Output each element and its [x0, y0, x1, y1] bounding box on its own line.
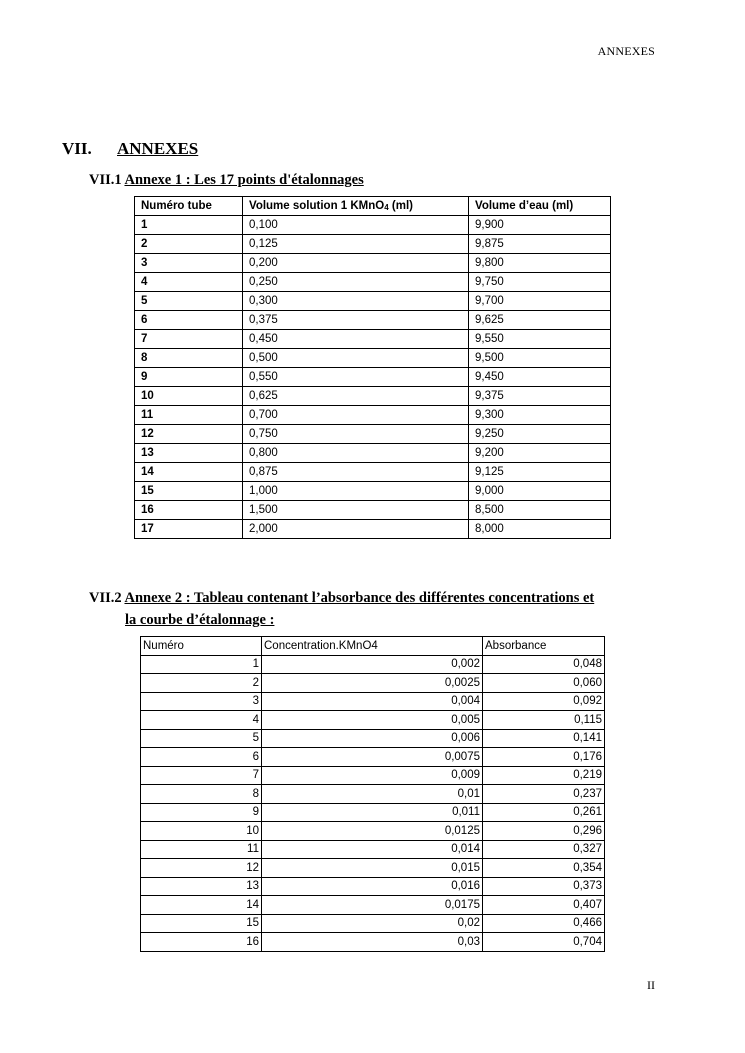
- cell-number: 3: [141, 692, 262, 711]
- cell-number: 13: [141, 877, 262, 896]
- table-row: [141, 748, 605, 767]
- cell-concentration: 0,016: [262, 877, 483, 896]
- table-row: [141, 766, 605, 785]
- table-row: [135, 520, 611, 539]
- annex2-heading: [89, 587, 664, 631]
- cell-concentration: 0,011: [262, 803, 483, 822]
- table-row: [141, 729, 605, 748]
- cell-water-volume: 9,800: [469, 254, 611, 273]
- table-row: [141, 822, 605, 841]
- cell-water-volume: 9,750: [469, 273, 611, 292]
- cell-water-volume: 9,875: [469, 235, 611, 254]
- annex2-number: VII.2: [89, 590, 122, 606]
- calibration-points-table: [134, 196, 611, 539]
- annex2-title-line2: la courbe d’étalonnage :: [125, 612, 275, 628]
- section-number: VII.: [62, 139, 92, 158]
- cell-kmno4-volume: 1,500: [243, 501, 469, 520]
- cell-concentration: 0,005: [262, 711, 483, 730]
- table-header-row: [135, 197, 611, 216]
- table-row: [135, 482, 611, 501]
- cell-number: 1: [141, 655, 262, 674]
- cell-absorbance: 0,704: [483, 933, 605, 952]
- cell-absorbance: 0,048: [483, 655, 605, 674]
- table-header-row: [141, 637, 605, 656]
- page-number: II: [647, 978, 655, 992]
- table-row: [141, 785, 605, 804]
- cell-tube-number: 7: [135, 330, 243, 349]
- cell-water-volume: 9,000: [469, 482, 611, 501]
- cell-concentration: 0,02: [262, 914, 483, 933]
- running-header: ANNEXES: [597, 44, 655, 58]
- cell-concentration: 0,0175: [262, 896, 483, 915]
- annex1-heading: [89, 169, 364, 191]
- cell-concentration: 0,004: [262, 692, 483, 711]
- cell-absorbance: 0,261: [483, 803, 605, 822]
- cell-absorbance: 0,296: [483, 822, 605, 841]
- cell-absorbance: 0,176: [483, 748, 605, 767]
- cell-absorbance: 0,237: [483, 785, 605, 804]
- cell-tube-number: 6: [135, 311, 243, 330]
- table-row: [135, 501, 611, 520]
- table-row: [135, 387, 611, 406]
- annex1-number: VII.1: [89, 172, 122, 188]
- cell-concentration: 0,002: [262, 655, 483, 674]
- table-row: [141, 859, 605, 878]
- cell-water-volume: 9,250: [469, 425, 611, 444]
- cell-number: 7: [141, 766, 262, 785]
- cell-number: 10: [141, 822, 262, 841]
- cell-number: 15: [141, 914, 262, 933]
- cell-water-volume: 8,000: [469, 520, 611, 539]
- cell-number: 2: [141, 674, 262, 693]
- table-row: [135, 235, 611, 254]
- cell-absorbance: 0,354: [483, 859, 605, 878]
- cell-kmno4-volume: 2,000: [243, 520, 469, 539]
- column-header-text: Volume solution 1 KMnO: [249, 200, 385, 212]
- column-header-tube-number: Numéro tube: [135, 197, 243, 216]
- cell-absorbance: 0,092: [483, 692, 605, 711]
- cell-absorbance: 0,407: [483, 896, 605, 915]
- cell-tube-number: 11: [135, 406, 243, 425]
- table-row: [141, 692, 605, 711]
- cell-number: 5: [141, 729, 262, 748]
- table-row: [135, 425, 611, 444]
- table-row: [135, 349, 611, 368]
- cell-kmno4-volume: 0,500: [243, 349, 469, 368]
- cell-tube-number: 16: [135, 501, 243, 520]
- cell-kmno4-volume: 0,250: [243, 273, 469, 292]
- column-header-unit: (ml): [388, 200, 413, 212]
- cell-tube-number: 8: [135, 349, 243, 368]
- cell-water-volume: 9,125: [469, 463, 611, 482]
- cell-tube-number: 3: [135, 254, 243, 273]
- table-row: [141, 711, 605, 730]
- table-row: [141, 877, 605, 896]
- column-header-number: Numéro: [141, 637, 262, 656]
- cell-number: 12: [141, 859, 262, 878]
- table-row: [135, 330, 611, 349]
- table-row: [141, 674, 605, 693]
- table-row: [141, 896, 605, 915]
- cell-absorbance: 0,115: [483, 711, 605, 730]
- table-row: [135, 273, 611, 292]
- cell-kmno4-volume: 0,125: [243, 235, 469, 254]
- cell-absorbance: 0,466: [483, 914, 605, 933]
- table-row: [141, 933, 605, 952]
- cell-tube-number: 2: [135, 235, 243, 254]
- cell-kmno4-volume: 0,100: [243, 216, 469, 235]
- cell-tube-number: 5: [135, 292, 243, 311]
- cell-water-volume: 9,300: [469, 406, 611, 425]
- cell-water-volume: 9,700: [469, 292, 611, 311]
- cell-kmno4-volume: 0,200: [243, 254, 469, 273]
- cell-concentration: 0,0075: [262, 748, 483, 767]
- cell-tube-number: 17: [135, 520, 243, 539]
- cell-absorbance: 0,060: [483, 674, 605, 693]
- cell-kmno4-volume: 0,300: [243, 292, 469, 311]
- table-row: [135, 368, 611, 387]
- cell-concentration: 0,0125: [262, 822, 483, 841]
- cell-tube-number: 15: [135, 482, 243, 501]
- cell-absorbance: 0,219: [483, 766, 605, 785]
- cell-tube-number: 1: [135, 216, 243, 235]
- cell-number: 9: [141, 803, 262, 822]
- cell-absorbance: 0,141: [483, 729, 605, 748]
- cell-concentration: 0,015: [262, 859, 483, 878]
- cell-kmno4-volume: 0,875: [243, 463, 469, 482]
- cell-concentration: 0,014: [262, 840, 483, 859]
- cell-tube-number: 12: [135, 425, 243, 444]
- table-row: [141, 655, 605, 674]
- cell-water-volume: 9,200: [469, 444, 611, 463]
- table-row: [135, 311, 611, 330]
- section-heading: [62, 139, 198, 159]
- column-header-absorbance: Absorbance: [483, 637, 605, 656]
- cell-kmno4-volume: 0,550: [243, 368, 469, 387]
- annex2-title-line1: Annexe 2 : Tableau contenant l’absorbance des différentes concentrations et: [124, 590, 595, 606]
- column-header-kmno4-volume: [243, 197, 469, 216]
- cell-tube-number: 14: [135, 463, 243, 482]
- section-title: ANNEXES: [117, 139, 199, 158]
- column-header-concentration: Concentration.KMnO4: [262, 637, 483, 656]
- cell-concentration: 0,03: [262, 933, 483, 952]
- cell-kmno4-volume: 0,450: [243, 330, 469, 349]
- cell-concentration: 0,0025: [262, 674, 483, 693]
- cell-water-volume: 9,500: [469, 349, 611, 368]
- cell-number: 8: [141, 785, 262, 804]
- cell-concentration: 0,01: [262, 785, 483, 804]
- table-row: [141, 914, 605, 933]
- cell-kmno4-volume: 0,375: [243, 311, 469, 330]
- table-row: [135, 254, 611, 273]
- cell-water-volume: 9,375: [469, 387, 611, 406]
- cell-concentration: 0,006: [262, 729, 483, 748]
- cell-kmno4-volume: 0,750: [243, 425, 469, 444]
- cell-number: 11: [141, 840, 262, 859]
- subscript: 4: [384, 203, 389, 212]
- table-row: [135, 216, 611, 235]
- cell-absorbance: 0,327: [483, 840, 605, 859]
- cell-concentration: 0,009: [262, 766, 483, 785]
- cell-absorbance: 0,373: [483, 877, 605, 896]
- cell-tube-number: 9: [135, 368, 243, 387]
- cell-water-volume: 8,500: [469, 501, 611, 520]
- cell-number: 4: [141, 711, 262, 730]
- cell-tube-number: 10: [135, 387, 243, 406]
- table-row: [141, 803, 605, 822]
- cell-water-volume: 9,625: [469, 311, 611, 330]
- column-header-water-volume: Volume d’eau (ml): [469, 197, 611, 216]
- cell-kmno4-volume: 1,000: [243, 482, 469, 501]
- table-row: [135, 292, 611, 311]
- cell-tube-number: 13: [135, 444, 243, 463]
- cell-kmno4-volume: 0,800: [243, 444, 469, 463]
- cell-kmno4-volume: 0,625: [243, 387, 469, 406]
- cell-tube-number: 4: [135, 273, 243, 292]
- absorbance-table: [140, 636, 605, 952]
- cell-number: 16: [141, 933, 262, 952]
- cell-kmno4-volume: 0,700: [243, 406, 469, 425]
- cell-water-volume: 9,900: [469, 216, 611, 235]
- cell-water-volume: 9,450: [469, 368, 611, 387]
- cell-number: 14: [141, 896, 262, 915]
- cell-water-volume: 9,550: [469, 330, 611, 349]
- table-row: [141, 840, 605, 859]
- cell-number: 6: [141, 748, 262, 767]
- table-row: [135, 406, 611, 425]
- table-row: [135, 463, 611, 482]
- annex1-title: Annexe 1 : Les 17 points d'étalonnages: [124, 172, 364, 188]
- table-row: [135, 444, 611, 463]
